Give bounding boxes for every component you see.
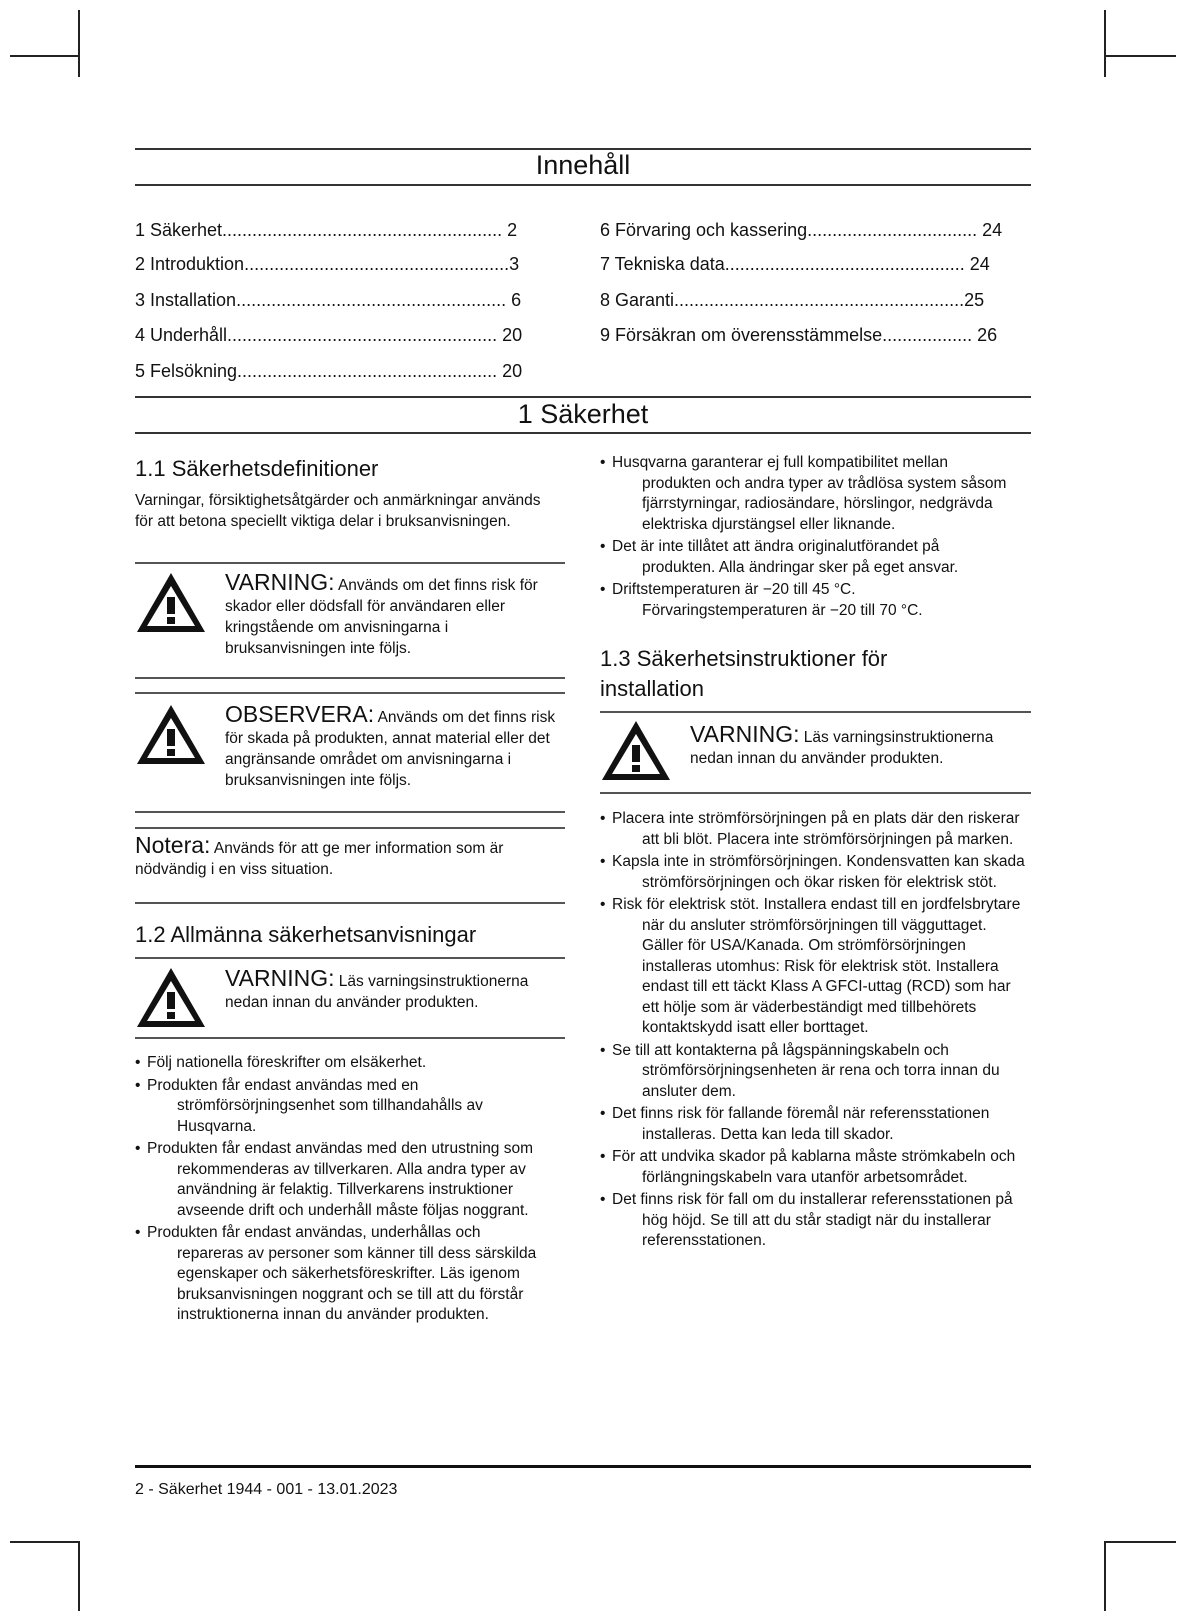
list-item: • Produkten får endast användas, underhållas och repareras av personer som känner till dess särskilda egenskaper och säkerhetsföreskrifter. Läs igenom bruksanvisningen noggrant och se till att du förstår instruktionerna innan du använder produkten. — [135, 1223, 550, 1326]
list-item: • Följ nationella föreskrifter om elsäkerhet. — [135, 1053, 550, 1074]
warning-label: VARNING: — [690, 721, 800, 747]
warning-text: Läs varningsinstruktionerna nedan innan du använder produkten. — [225, 973, 529, 1011]
list-item: • Husqvarna garanterar ej full kompatibilitet mellan produkten och andra typer av trådlösa system såsom fjärrstyrningar, radiosändare, hörslingor, nedgrävda elektriska djurstängsel eller liknande. — [600, 453, 1015, 535]
toc-entry[interactable]: 7 Tekniska data................................................ 24 — [600, 254, 990, 274]
crop-mark — [1104, 1541, 1106, 1611]
section-1-1-heading: 1.1 Säkerhetsdefinitioner — [135, 456, 379, 481]
note-label: Notera: — [135, 832, 211, 858]
toc-entry[interactable]: 5 Felsökning.................................................... 20 — [135, 361, 523, 381]
warning-label: VARNING: — [225, 965, 335, 991]
warning-label: VARNING: — [225, 569, 335, 595]
warning-text: Läs varningsinstruktionerna nedan innan du använder produkten. — [690, 729, 994, 767]
crop-mark — [10, 1541, 80, 1543]
warning-box-bottom — [135, 677, 565, 679]
toc-entry[interactable]: 6 Förvaring och kassering.................................. 24 — [600, 220, 1003, 240]
list-item: • Produkten får endast användas med en strömförsörjningsenhet som tillhandahålls av Husqvarna. — [135, 1076, 550, 1138]
list-item: • Det är inte tillåtet att ändra originalutförandet på produkten. Alla ändringar sker på eget ansvar. — [600, 537, 1015, 578]
s13-bullet-list — [600, 809, 1030, 1254]
chapter-title: 1 Säkerhet — [517, 399, 649, 429]
caution-definition — [225, 701, 565, 791]
s12-warning-bottom — [135, 1037, 565, 1039]
warning-triangle-icon — [135, 965, 207, 1029]
warning-box-top — [135, 562, 565, 564]
section-1-3-heading: 1.3 Säkerhetsinstruktioner för installation — [600, 646, 888, 701]
toc-bottom-rule — [135, 184, 1031, 186]
s12-bullet-list — [135, 1053, 550, 1328]
toc-entry[interactable]: 4 Underhåll...................................................... 20 — [135, 325, 523, 345]
toc-title: Innehåll — [535, 150, 631, 180]
toc-entry[interactable]: 9 Försäkran om överensstämmelse.................. 26 — [600, 325, 998, 345]
section-1-2-heading: 1.2 Allmänna säkerhetsanvisningar — [135, 922, 477, 947]
caution-text: Används om det finns risk för skada på produkten, annat material eller det angränsande området om anvisningarna i bruksanvisningen inte följs. — [225, 709, 556, 789]
s12-warning-top — [135, 957, 565, 959]
caution-label: OBSERVERA: — [225, 701, 375, 727]
chapter-bottom-rule — [135, 432, 1031, 434]
crop-mark — [1104, 55, 1176, 57]
list-item: • Kapsla inte in strömförsörjningen. Kondensvatten kan skada strömförsörjningen och ökar risken för elektrisk stöt. — [600, 852, 1030, 893]
caution-box-top — [135, 692, 565, 694]
section-1-1-intro: Varningar, försiktighetsåtgärder och anmärkningar används för att betona speciellt viktiga delar i bruksanvisningen. — [135, 492, 541, 530]
s13-warning-bottom — [600, 792, 1031, 794]
footer-rule — [135, 1465, 1031, 1468]
note-box-top — [135, 827, 565, 829]
caution-box-bottom — [135, 811, 565, 813]
note-definition — [135, 832, 560, 880]
page-footer: 2 - Säkerhet 1944 - 001 - 13.01.2023 — [135, 1481, 398, 1498]
note-text: Används för att ge mer information som är nödvändig i en viss situation. — [135, 840, 504, 878]
caution-triangle-icon — [135, 702, 207, 766]
crop-mark — [1104, 10, 1106, 77]
list-item: • Se till att kontakterna på lågspänningskabeln och strömförsörjningsenheten är rena och torra innan du ansluter dem. — [600, 1041, 1030, 1103]
toc-entry[interactable]: 8 Garanti..........................................................25 — [600, 290, 985, 310]
s12-warning — [225, 965, 565, 1013]
list-item: • Det finns risk för fall om du installerar referensstationen på hög höjd. Se till att du står stadigt när du installerar referensstationen. — [600, 1190, 1030, 1252]
toc-entry[interactable]: 1 Säkerhet........................................................ 2 — [135, 220, 518, 240]
toc-entry[interactable]: 2 Introduktion.....................................................3 — [135, 254, 520, 274]
toc-entry[interactable]: 3 Installation...................................................... 6 — [135, 290, 522, 310]
warning-triangle-icon — [600, 718, 672, 782]
note-box-bottom — [135, 902, 565, 904]
crop-mark — [78, 10, 80, 77]
s13-warning — [690, 721, 1030, 769]
s12-bullet-list-cont — [600, 453, 1015, 623]
list-item: • Placera inte strömförsörjningen på en plats där den riskerar att bli blöt. Placera inte strömförsörjningen på marken. — [600, 809, 1030, 850]
list-item: • Produkten får endast användas med den utrustning som rekommenderas av tillverkaren. Alla andra typer av användning är felaktig. Tillverkarens instruktioner avseende drift och underhåll måste följas noggrant. — [135, 1139, 550, 1221]
crop-mark — [78, 1541, 80, 1611]
chapter-top-rule — [135, 396, 1031, 398]
list-item: • För att undvika skador på kablarna måste strömkabeln och förlängningskabeln vara utanför arbetsområdet. — [600, 1147, 1030, 1188]
warning-triangle-icon — [135, 570, 207, 634]
warning-text: Används om det finns risk för skador eller dödsfall för användaren eller kringstående om anvisningarna i bruksanvisningen inte följs. — [225, 577, 538, 657]
list-item: • Risk för elektrisk stöt. Installera endast till en jordfelsbrytare när du ansluter strömförsörjningen till vägguttaget. Gäller för USA/Kanada. Om strömförsörjningen installeras utomhus: Risk för elektrisk stöt. Installera endast till ett täckt Klass A GFCI-uttag (RCD) som har ett hölje som är väderbeständigt med tillbehörets kontaktskydd isatt eller borttaget. — [600, 895, 1030, 1039]
crop-mark — [10, 55, 80, 57]
list-item: • Driftstemperaturen är −20 till 45 °C. Förvaringstemperaturen är −20 till 70 °C. — [600, 580, 1015, 621]
list-item: • Det finns risk för fallande föremål när referensstationen installeras. Detta kan leda till skador. — [600, 1104, 1030, 1145]
warning-definition — [225, 569, 560, 659]
s13-warning-top — [600, 711, 1031, 713]
crop-mark — [1104, 1541, 1176, 1543]
